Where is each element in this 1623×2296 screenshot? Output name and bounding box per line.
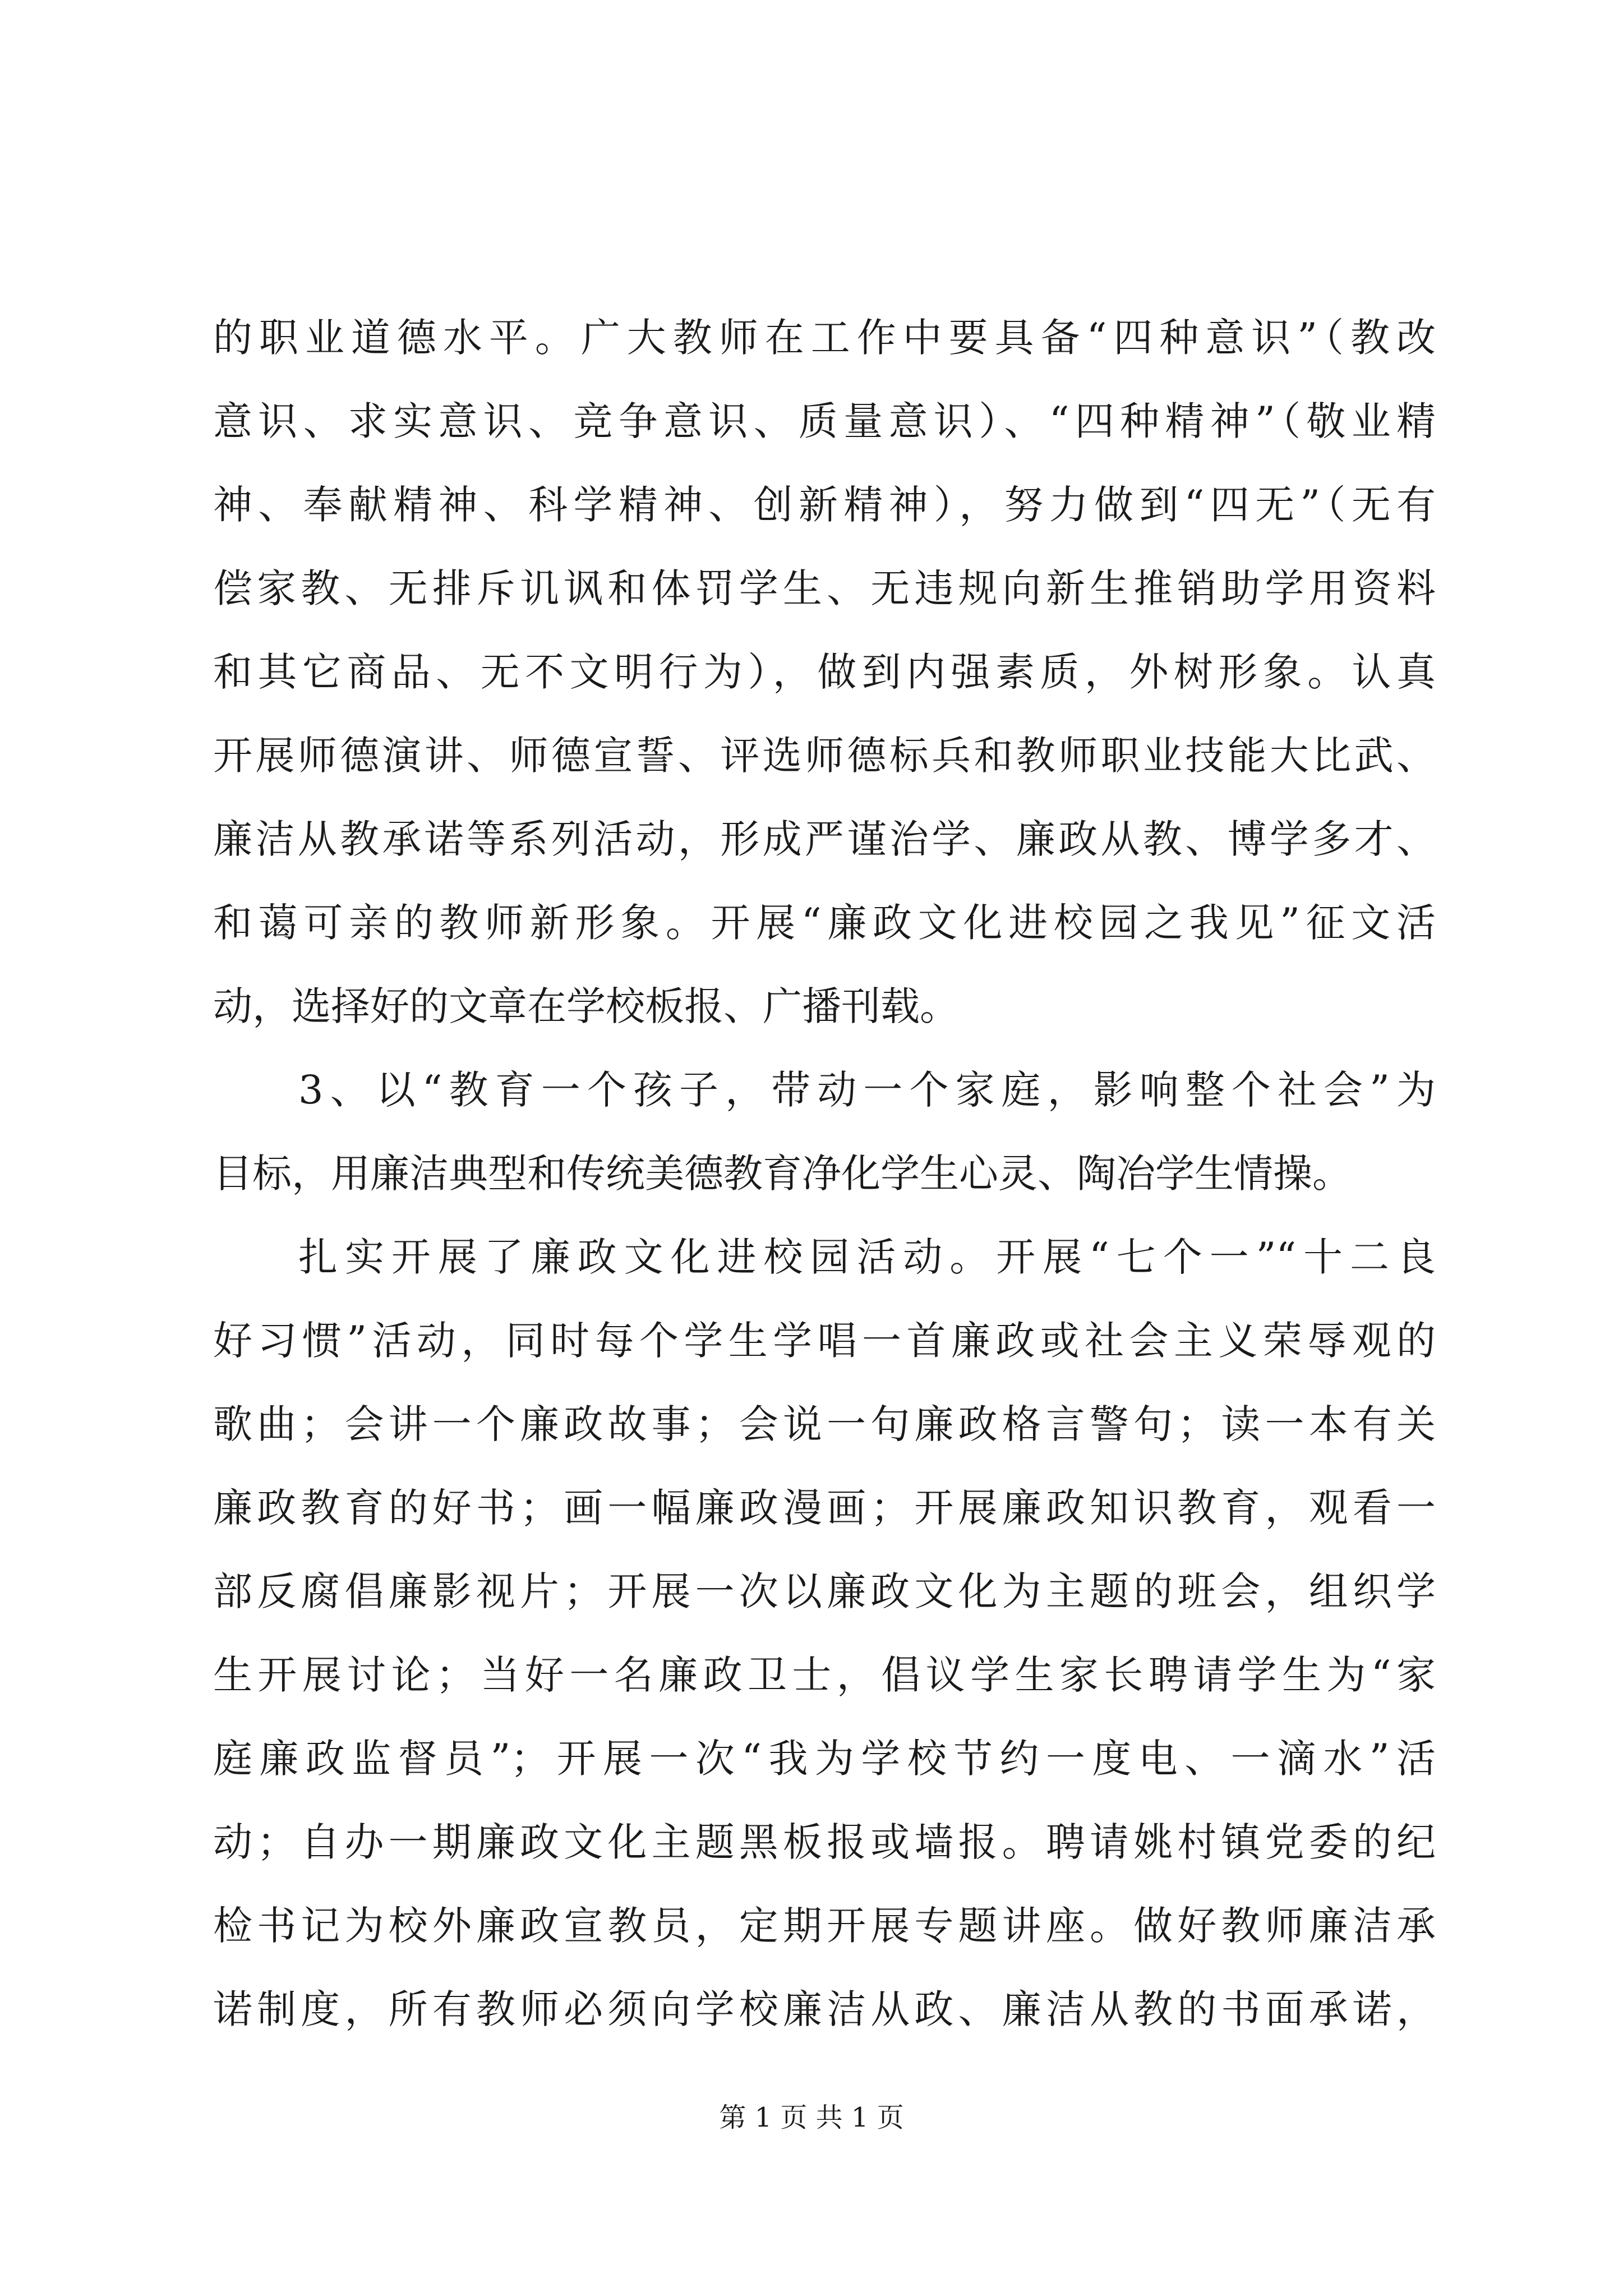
text-line: 3、以“教育一个孩子，带动一个家庭，影响整个社会”为 [298, 1067, 1436, 1113]
text-line: 神、奉献精神、科学精神、创新精神），努力做到“四无”（无有 [213, 482, 1436, 528]
text-line: 开展师德演讲、师德宣誓、评选师德标兵和教师职业技能大比武、 [213, 733, 1436, 779]
text-line: 部反腐倡廉影视片；开展一次以廉政文化为主题的班会，组织学 [213, 1568, 1436, 1614]
text-line: 诺制度，所有教师必须向学校廉洁从政、廉洁从教的书面承诺， [213, 1986, 1436, 2032]
text-line: 偿家教、无排斥讥讽和体罚学生、无违规向新生推销助学用资料 [213, 565, 1436, 611]
text-line: 扎实开展了廉政文化进校园活动。开展“七个一”“十二良 [298, 1234, 1436, 1280]
text-line: 动；自办一期廉政文化主题黑板报或墙报。聘请姚村镇党委的纪 [213, 1819, 1436, 1865]
text-line: 和其它商品、无不文明行为），做到内强素质，外树形象。认真 [213, 649, 1436, 695]
text-line: 生开展讨论；当好一名廉政卫士，倡议学生家长聘请学生为“家 [213, 1652, 1436, 1698]
page-number-footer: 第 1 页 共 1 页 [719, 2102, 904, 2133]
text-line: 庭廉政监督员”；开展一次“我为学校节约一度电、一滴水”活 [213, 1736, 1436, 1782]
text-line: 动，选择好的文章在学校板报、广播刊载。 [213, 983, 959, 1029]
text-line: 目标，用廉洁典型和传统美德教育净化学生心灵、陶冶学生情操。 [213, 1151, 1352, 1197]
text-line: 意识、求实意识、竞争意识、质量意识）、“四种精神”（敬业精 [213, 398, 1436, 444]
document-body [213, 296, 1436, 2051]
text-line: 好习惯”活动，同时每个学生学唱一首廉政或社会主义荣辱观的 [213, 1318, 1436, 1364]
text-line: 的职业道德水平。广大教师在工作中要具备“四种意识”（教改 [213, 315, 1436, 361]
text-line: 检书记为校外廉政宣教员，定期开展专题讲座。做好教师廉洁承 [213, 1903, 1436, 1949]
text-line: 歌曲；会讲一个廉政故事；会说一句廉政格言警句；读一本有关 [213, 1401, 1436, 1447]
text-line: 廉洁从教承诺等系列活动，形成严谨治学、廉政从教、博学多才、 [213, 816, 1436, 862]
text-line: 廉政教育的好书；画一幅廉政漫画；开展廉政知识教育，观看一 [213, 1485, 1436, 1531]
text-line: 和蔼可亲的教师新形象。开展“廉政文化进校园之我见”征文活 [213, 900, 1436, 946]
